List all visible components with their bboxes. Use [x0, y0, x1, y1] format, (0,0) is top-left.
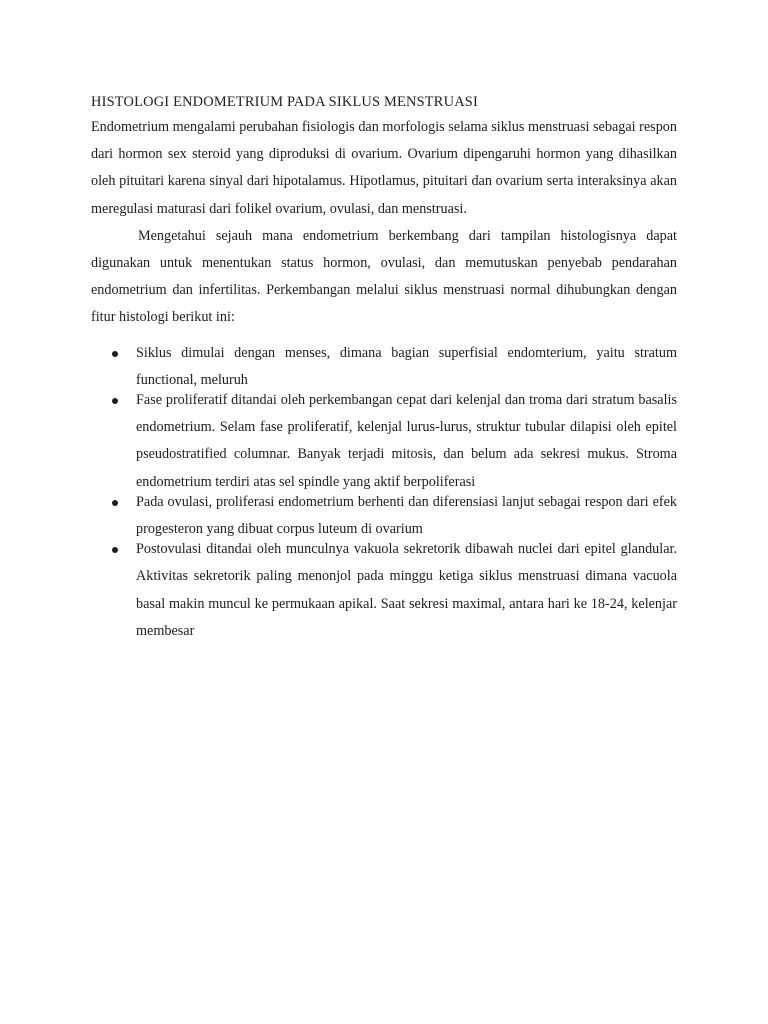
document-body — [91, 90, 677, 645]
bullet-item-postovulation — [91, 536, 677, 645]
bullet-item-proliferative — [91, 387, 677, 496]
bullet-text: Postovulasi ditandai oleh munculnya vakuola sekretorik dibawah nuclei dari epitel glandular. Aktivitas sekretorik paling menonjol pada minggu ketiga siklus menstruasi dimana vacuola basal makin muncul ke permukaan apikal. Saat sekresi maximal, antara hari ke 18-24, kelenjar membesar — [136, 541, 677, 639]
document-title: HISTOLOGI ENDOMETRIUM PADA SIKLUS MENSTRUASI — [91, 94, 478, 110]
bullet-dot-icon — [112, 351, 118, 357]
bullet-dot-icon — [112, 500, 118, 506]
paragraph-histology: Mengetahui sejauh mana endometrium berkembang dari tampilan histologisnya dapat digunakan untuk menentukan status hormon, ovulasi, dan memutuskan penyebab pendarahan endometrium dan infertilitas. Perkembangan melalui siklus menstruasi normal dihubungkan dengan fitur histologi berikut ini: — [91, 227, 677, 326]
bullet-item-menses — [91, 340, 677, 394]
bullet-text: Pada ovulasi, proliferasi endometrium berhenti dan diferensiasi lanjut sebagai respon dari efek progesteron yang dibuat corpus luteum di ovarium — [136, 493, 677, 538]
bullet-list — [91, 340, 677, 645]
bullet-item-ovulation — [91, 489, 677, 543]
bullet-text: Siklus dimulai dengan menses, dimana bagian superfisial endomterium, yaitu stratum functional, meluruh — [136, 344, 677, 388]
paragraph-intro: Endometrium mengalami perubahan fisiologis dan morfologis selama siklus menstruasi sebagai respon dari hormon sex steroid yang diproduksi di ovarium. Ovarium dipengaruhi hormon yang dihasilkan oleh pituitari karena sinyal dari hipotalamus. Hipotlamus, pituitari dan ovarium serta interaksinya akan meregulasi maturasi dari folikel ovarium, ovulasi, dan menstruasi. — [91, 119, 677, 217]
bullet-dot-icon — [112, 547, 118, 553]
bullet-text: Fase proliferatif ditandai oleh perkembangan cepat dari kelenjal dan troma dari stratum basalis endometrium. Selam fase proliferatif, kelenjal lurus-lurus, struktur tubular dilapisi oleh epitel pseudostratified columnar. Banyak terjadi mitosis, dan belum ada sekresi mukus. Stroma endometrium terdiri atas sel spindle yang aktif berpoliferasi — [136, 392, 677, 490]
bullet-dot-icon — [112, 398, 118, 404]
